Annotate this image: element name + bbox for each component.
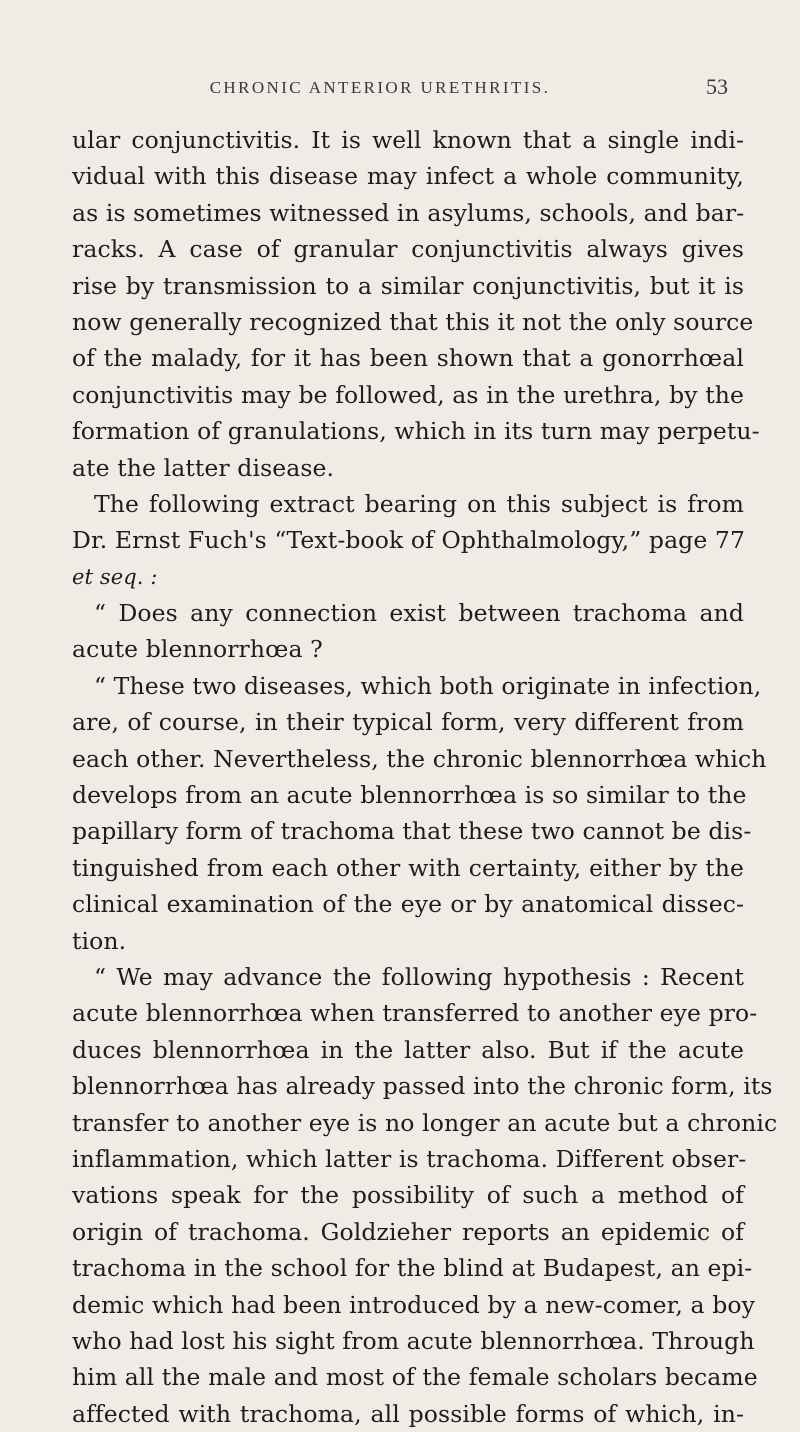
text-line: inflammation, which latter is trachoma. Different obser-: [72, 1144, 747, 1173]
text-line: rise by transmission to a similar conjunctivitis, but it is: [72, 271, 744, 300]
running-title: CHRONIC ANTERIOR URETHRITIS.: [209, 78, 551, 97]
text-line: acute blennorrhœa when transferred to another eye pro-: [72, 999, 758, 1028]
text-line: ate the latter disease.: [72, 453, 335, 482]
text-line: blennorrhœa has already passed into the chronic form, its: [72, 1072, 773, 1101]
text-line: each other. Nevertheless, the chronic blennorrhœa which: [72, 744, 767, 773]
text-line: “ These two diseases, which both originate in infection,: [94, 671, 762, 700]
page-number: 53: [706, 74, 728, 99]
text-line: tion.: [72, 926, 127, 955]
text-line: “ We may advance the following hypothesis : Recent: [94, 962, 744, 991]
text-line: as is sometimes witnessed in asylums, schools, and bar-: [72, 198, 745, 227]
text-line: origin of trachoma. Goldzieher reports an epidemic of: [72, 1217, 744, 1246]
text-line: affected with trachoma, all possible forms of which, in-: [72, 1399, 744, 1428]
body-text: [72, 122, 778, 1432]
text-line: now generally recognized that this it not the only source: [72, 307, 754, 336]
text-line: tinguished from each other with certainty, either by the: [72, 853, 744, 882]
text-line: duces blennorrhœa in the latter also. But if the acute: [72, 1035, 744, 1064]
running-head: [0, 74, 800, 102]
text-line: papillary form of trachoma that these two cannot be dis-: [72, 817, 752, 846]
text-line: clinical examination of the eye or by anatomical dissec-: [72, 890, 744, 919]
text-line: racks. A case of granular conjunctivitis always gives: [72, 235, 744, 264]
text-line: of the malady, for it has been shown that a gonorrhœal: [72, 344, 744, 373]
text-line: demic which had been introduced by a new-comer, a boy: [72, 1290, 755, 1319]
text-line: him all the male and most of the female scholars became: [72, 1363, 758, 1392]
text-line: trachoma in the school for the blind at Budapest, an epi-: [72, 1254, 753, 1283]
text-line: vidual with this disease may infect a whole community,: [72, 162, 744, 191]
text-line: ular conjunctivitis. It is well known that a single indi-: [72, 126, 744, 154]
text-line: The following extract bearing on this subject is from: [94, 489, 744, 518]
text-line: vations speak for the possibility of such a method of: [72, 1181, 744, 1210]
text-line: develops from an acute blennorrhœa is so similar to the: [72, 781, 747, 810]
text-line: formation of granulations, which in its turn may perpetu-: [72, 417, 760, 446]
text-line: conjunctivitis may be followed, as in the urethra, by the: [72, 380, 744, 409]
text-line: are, of course, in their typical form, very different from: [72, 708, 744, 737]
text-line: transfer to another eye is no longer an acute but a chronic: [72, 1108, 778, 1137]
text-line: who had lost his sight from acute blennorrhœa. Through: [72, 1326, 755, 1355]
text-line: acute blennorrhœa ?: [72, 635, 323, 664]
text-line: “ Does any connection exist between trachoma and: [94, 599, 744, 628]
text-line: Dr. Ernst Fuch's “Text-book of Ophthalmology,” page 77: [72, 526, 746, 555]
text-line: et seq. :: [72, 564, 158, 589]
